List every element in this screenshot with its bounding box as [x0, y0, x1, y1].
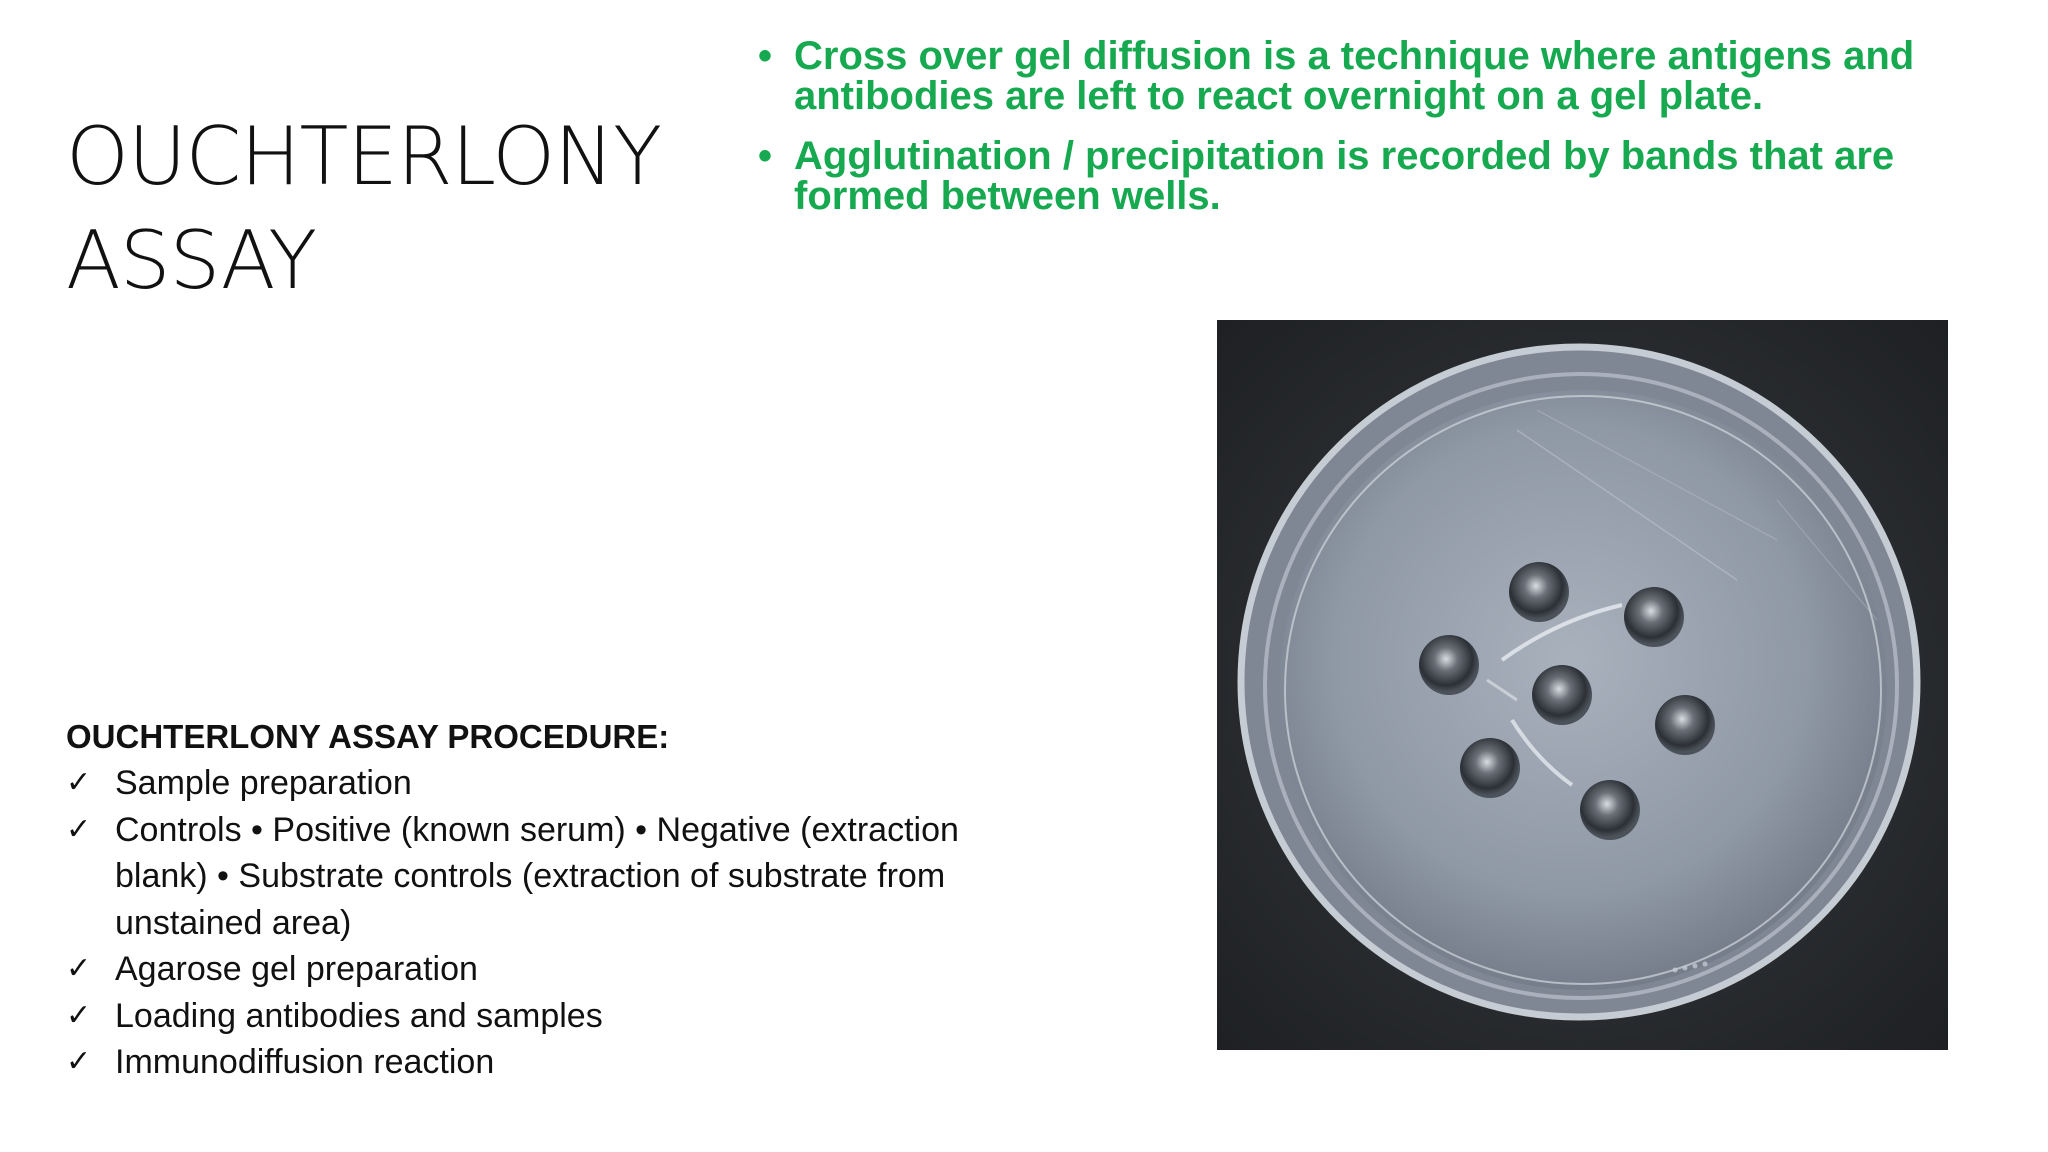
slide-title [66, 105, 706, 313]
procedure-step [66, 946, 1046, 993]
procedure-step [66, 1039, 1046, 1086]
gel-well [1419, 635, 1479, 695]
bullet-text: Cross over gel diffusion is a technique where antigens and antibodies are left to react overnight on a gel plate. [794, 34, 1915, 118]
checkmark-icon: ✓ [66, 1044, 92, 1079]
procedure-step [66, 807, 1046, 947]
bullet-text: Agglutination / precipitation is recorded by bands that are formed between wells. [794, 134, 1895, 218]
checkmark-icon: ✓ [66, 951, 92, 986]
checkmark-icon: ✓ [66, 765, 92, 800]
procedure-step-text: Controls • Positive (known serum) • Negative (extraction blank) • Substrate controls (extraction of substrate from unstained area) [115, 810, 959, 942]
gel-well [1624, 587, 1684, 647]
procedure-section [66, 714, 1046, 1086]
procedure-step [66, 760, 1046, 807]
slide-title-line-1: OUCHTERLONY [66, 110, 661, 203]
procedure-step-text: Sample preparation [115, 764, 412, 802]
bullet-dot-icon: • [758, 134, 773, 178]
gel-well [1532, 665, 1592, 725]
gel-well [1655, 695, 1715, 755]
bullet-item [752, 136, 1952, 216]
procedure-step [66, 993, 1046, 1040]
bullet-dot-icon: • [758, 34, 773, 78]
checkmark-icon: ✓ [66, 811, 92, 847]
procedure-step-text: Loading antibodies and samples [115, 996, 603, 1035]
procedure-step-text: Agarose gel preparation [115, 950, 478, 988]
gel-well [1460, 738, 1520, 798]
gel-well [1509, 562, 1569, 622]
bullet-item [752, 36, 1952, 116]
procedure-steps [66, 760, 1046, 1086]
petri-dish-photo [1217, 320, 1948, 1050]
bullet-list [752, 36, 1952, 236]
slide-title-line-2: ASSAY [66, 214, 317, 307]
procedure-step-text: Immunodiffusion reaction [115, 1043, 495, 1081]
procedure-heading: OUCHTERLONY ASSAY PROCEDURE: [66, 718, 670, 755]
gel-well [1580, 780, 1640, 840]
checkmark-icon: ✓ [66, 997, 92, 1033]
